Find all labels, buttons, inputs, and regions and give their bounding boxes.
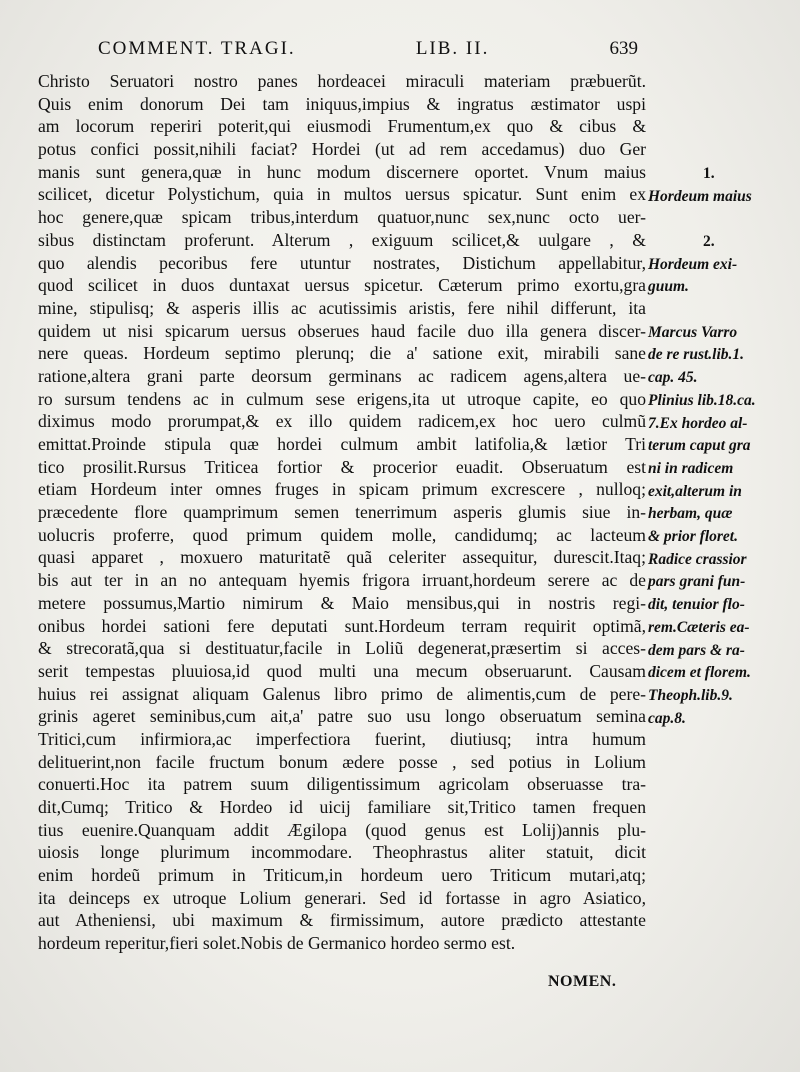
text-line: uolucris proferre, quod primum quidem molle, candidumq; ac lacteum — [38, 524, 646, 545]
text-line: sibus distinctam proferunt. Alterum , exiguum scilicet,& uulgare , & — [38, 229, 646, 250]
text-line: Christo Seruatori nostro panes hordeacei miraculi materiam præbuerũt. — [38, 71, 646, 91]
margin-note: de re rust.lib.1. — [648, 346, 745, 364]
margin-note: ni in radicem — [648, 459, 734, 477]
margin-note: Plinius lib.18.ca. — [648, 391, 756, 409]
margin-note: 7.Ex hordeo al- — [648, 414, 748, 432]
text-line: serit tempestas pluuiosa,id quod multi una mecum obseruarunt. Causam — [38, 660, 646, 681]
text-line: hoc genere,quæ spicam tribus,interdum quatuor,nunc sex,nunc octo uer- — [38, 207, 646, 228]
margin-note-number: 1. — [703, 164, 715, 182]
text-line: metere possumus,Martio nimirum & Maio mensibus,qui in nostris regi- — [38, 592, 646, 613]
running-header — [98, 38, 638, 60]
margin-note: cap. 45. — [648, 369, 698, 387]
margin-note: cap.8. — [648, 709, 686, 727]
text-line: hordeum reperitur,fieri solet.Nobis de Germanico hordeo sermo est. — [38, 933, 516, 954]
margin-note: Radice crassior — [648, 550, 747, 568]
text-line: ratione,altera grani parte deorsum germinans ac radicem agens,altera ue- — [38, 365, 646, 386]
text-line: emittat.Proinde stipula quæ hordei culmum ambit latifolia,& lætior Tri — [38, 434, 646, 454]
text-line: uiosis longe plurimum incommodare. Theophrastus aliter statuit, dicit — [38, 842, 646, 863]
text-line: nere queas. Hordeum septimo plerunq; die a' satione exit, mirabili sane — [38, 343, 646, 364]
book-number: LIB. II. — [415, 38, 490, 59]
margin-note: guum. — [648, 278, 689, 296]
text-line: præcedente flore quamprimum semen tenerrimum asperis glumis siue in- — [38, 502, 646, 523]
text-line: enim hordeũ primum in Triticum,in hordeum uero Triticum mutari,atq; — [38, 865, 646, 886]
margin-note: pars grani fun- — [648, 573, 746, 591]
text-line: quod scilicet in duos duntaxat uersus spicetur. Cæterum primo exortu,gra — [38, 275, 646, 296]
margin-note: exit,alterum in — [648, 482, 742, 500]
margin-note: Hordeum exi- — [648, 255, 738, 273]
text-line: & strecoratã,qua si destituatur,facile in Loliũ degenerat,præsertim si acces- — [38, 638, 646, 659]
text-line: aut Atheniensi, ubi maximum & firmissimum, autore prædicto attestante — [38, 910, 646, 931]
text-line: ro sursum tendens ac in culmum sese erigens,ita ut utroque capite, eo quo — [38, 388, 646, 409]
margin-note: rem.Cæteris ea- — [648, 618, 750, 636]
text-line: ita deinceps ex utroque Lolium generari. Sed id fortasse in agro Asiatico, — [38, 887, 646, 908]
margin-note: dem pars & ra- — [648, 641, 745, 659]
text-line: tius euenire.Quanquam addit Ægilopa (quod genus est Lolij)annis plu- — [38, 819, 646, 840]
margin-note: terum caput gra — [648, 437, 751, 455]
text-line: onibus hordei sationi fere deputati sunt.Hordeum terram requirit optimã, — [38, 615, 646, 636]
text-line: mine, stipulisq; & asperis illis ac acutissimis aristis, fere nihil differunt, ita — [38, 297, 646, 318]
text-line: diximus modo prorumpat,& ex illo quidem radicem,ex hoc uero culmũ — [38, 411, 646, 432]
text-line: manis sunt genera,quæ in hunc modum discernere oportet. Vnum maius — [38, 161, 646, 182]
margin-note: Theoph.lib.9. — [648, 686, 733, 704]
text-line: bis aut ter in an no antequam hyemis frigora irruant,hordeum serere ac de — [38, 570, 646, 591]
text-line: potus confici possit,nihili faciat? Hordei (ut ad rem accedamus) duo Ger — [38, 139, 646, 160]
text-line: grinis ageret seminibus,cum ait,a' patre suo usu longo obseruatum semina — [38, 706, 646, 727]
text-line: am locorum reperiri poterit,qui eiusmodi Frumentum,ex quo & cibus & — [38, 116, 646, 137]
margin-note-number: 2. — [703, 232, 715, 250]
text-line: Quis enim donorum Dei tam iniquus,impius & ingratus æstimator uspi — [38, 93, 646, 114]
text-line: quo alendis pecoribus fere utuntur nostrates, Distichum appellabitur, — [38, 252, 646, 273]
margin-note: & prior floret. — [648, 528, 738, 545]
margin-note: dicem et florem. — [648, 664, 751, 682]
text-line: huius rei assignat aliquam Galenus libro primo de alimentis,cum de pere- — [38, 683, 646, 704]
margin-note: Marcus Varro — [648, 323, 738, 341]
margin-note: herbam, quæ — [648, 505, 733, 523]
text-line: scilicet, dicetur Polystichum, quia in multos uersus spicatur. Sunt enim ex — [38, 184, 646, 205]
text-line: etiam Hordeum inter omnes fruges in spicam primum excrescere , nulloq; — [38, 479, 646, 500]
main-text-block — [38, 70, 646, 955]
page-number: 639 — [609, 38, 638, 59]
text-line: dit,Cumq; Tritico & Hordeo id uicij familiare sit,Tritico tamen frequen — [38, 797, 646, 817]
text-line: conuerti.Hoc ita patrem suum diligentissimum agricolam obseruasse tra- — [38, 774, 646, 795]
catchword: NOMEN. — [548, 973, 617, 990]
text-line: Tritici,cum infirmiora,ac imperfectiora fuerint, diutiusq; intra humum — [38, 728, 646, 749]
margin-note: dit, tenuior flo- — [648, 596, 745, 614]
text-line: tico prosilit.Rursus Triticea fortior & procerior euadit. Obseruatum est — [38, 456, 646, 477]
text-line: quasi apparet , moxuero maturitatẽ quã celeriter assequitur, durescit.Itaq; — [38, 547, 646, 568]
text-line: quidem ut nisi spicarum uersus obserues haud facile duo illa genera discer- — [38, 320, 646, 341]
margin-note: Hordeum maius — [648, 187, 752, 205]
running-title: COMMENT. TRAGI. — [98, 38, 296, 59]
text-line: delituerint,non facile fructum bonum ædere posse , sed potius in Lolium — [38, 751, 646, 772]
